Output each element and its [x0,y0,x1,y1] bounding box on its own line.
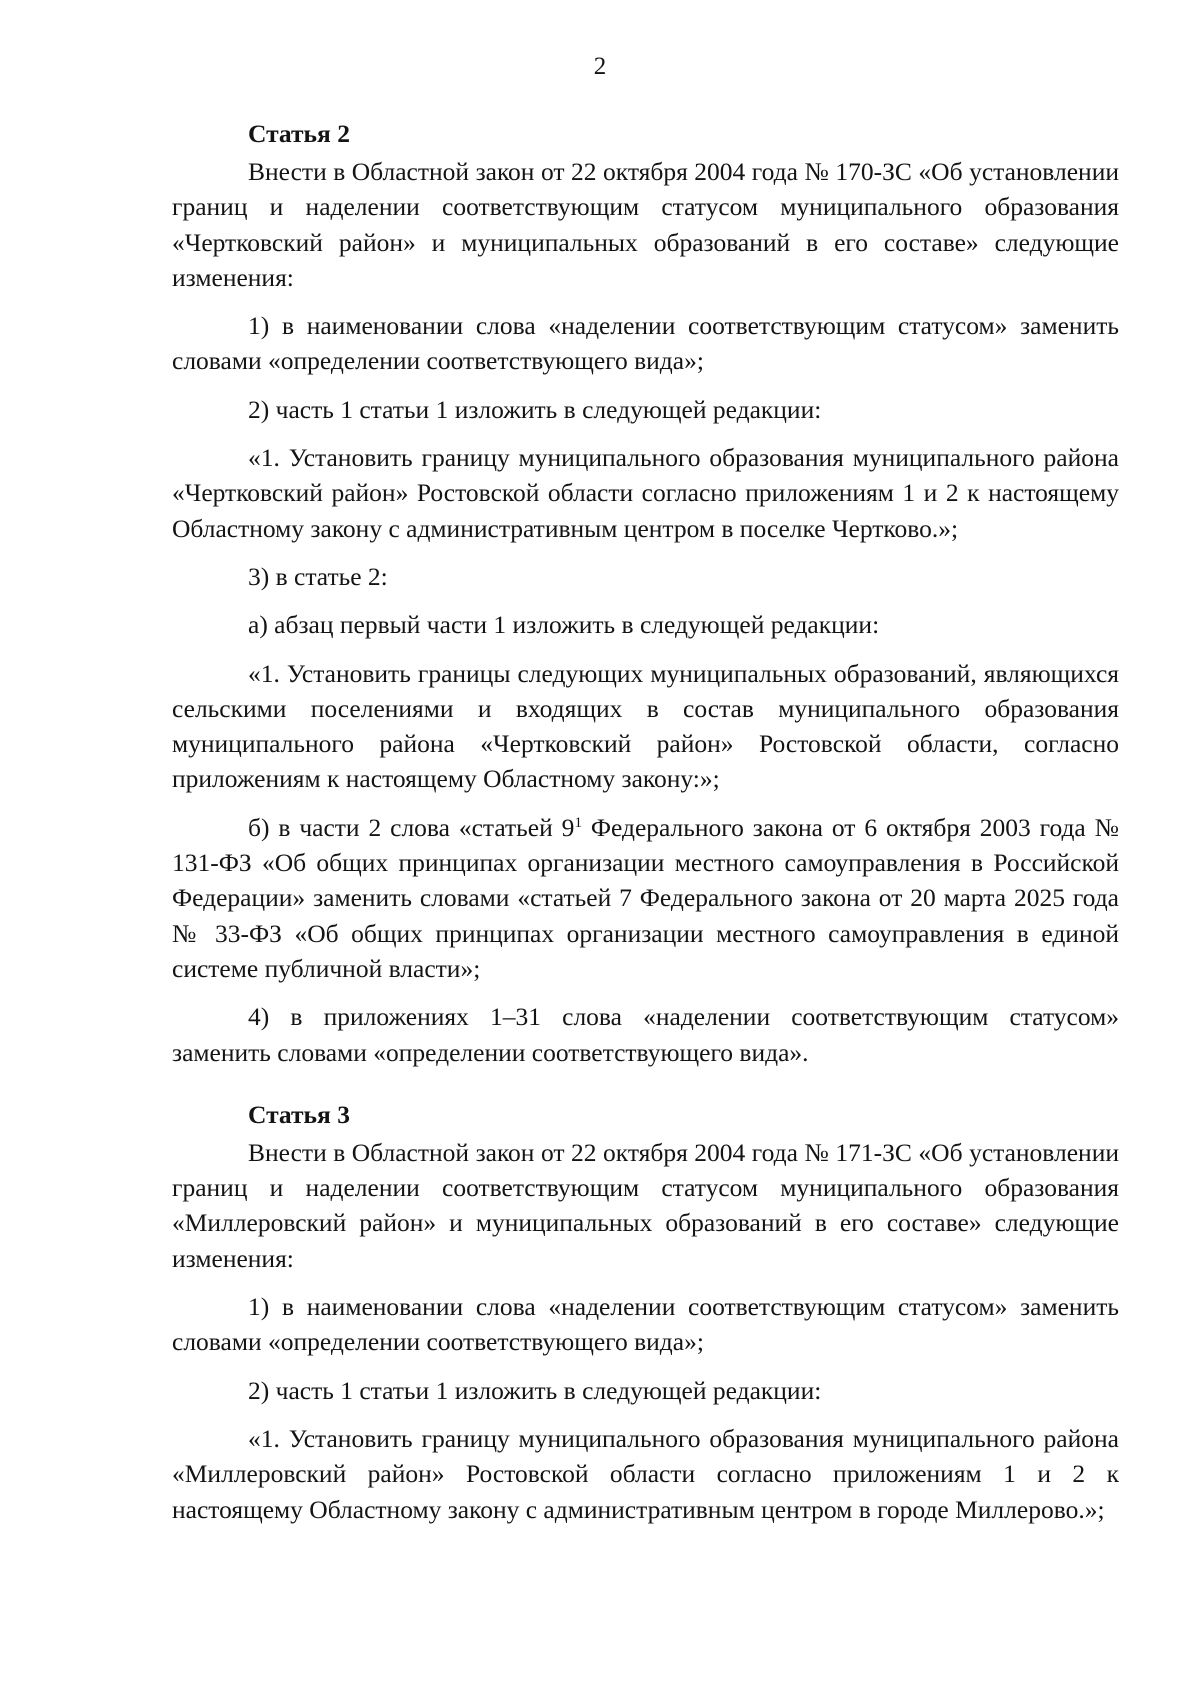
article-3-intro: Внести в Областной закон от 22 октября 2004 года № 171-ЗС «Об установлении границ и наделении соответствующим статусом муниципального образования «Миллеровский район» и муниципальных образований в его составе» следующие изменения: [172,1137,1119,1273]
article-2-item-3: 3) в статье 2: [248,561,388,591]
article-2-item-3a-quote: «1. Установить границы следующих муниципальных образований, являющихся сельскими поселениями и входящих в состав муниципального образования муниципального района «Чертковский район» Ростовской области, согласно приложениям к настоящему Областному закону:»; [172,658,1119,794]
article-3-item-1: 1) в наименовании слова «наделении соответствующим статусом» заменить словами «определении соответствующего вида»; [172,1292,1119,1357]
article-2-heading: Статья 2 [248,119,350,148]
article-3-heading: Статья 3 [248,1099,350,1129]
article-2-item-2: 2) часть 1 статьи 1 изложить в следующей редакции: [248,394,822,424]
article-2-item-3b-start: б) в части 2 слова «статьей 9 [248,812,575,842]
article-2-item-2-quote: «1. Установить границу муниципального образования муниципального района «Чертковский район» Ростовской области согласно приложениям 1 и 2 к настоящему Областному закону с административным центром в поселке Чертково.»; [172,443,1119,543]
page-number: 2 [593,53,607,80]
article-number-superscript: 1 [574,814,582,831]
article-2-intro: Внести в Областной закон от 22 октября 2004 года № 170-ЗС «Об установлении границ и наделении соответствующим статусом муниципального образования «Чертковский район» и муниципальных образований в его составе» следующие изменения: [172,157,1119,292]
article-2-item-3b [172,810,1119,986]
article-2-item-4: 4) в приложениях 1–31 слова «наделении соответствующим статусом» заменить словами «определении соответствующего вида». [172,1002,1119,1067]
article-3 [172,1097,1119,1527]
article-2-item-3a: а) абзац первый части 1 изложить в следующей редакции: [248,610,880,640]
article-3-item-2: 2) часть 1 статьи 1 изложить в следующей редакции: [248,1375,822,1405]
document-body [172,116,1119,1540]
article-2-item-1: 1) в наименовании слова «наделении соответствующим статусом» заменить словами «определении соответствующего вида»; [172,311,1119,376]
article-3-item-2-quote: «1. Установить границу муниципального образования муниципального района «Миллеровский район» Ростовской области согласно приложениям 1 и 2 к настоящему Областному закону с административным центром в городе Миллерово.»; [172,1423,1119,1524]
article-2-item-3b-rest: Федерального закона от 6 октября 2003 года № 131-ФЗ «Об общих принципах организации местного самоуправления в Российской Федерации» заменить словами «статьей 7 Федерального закона от 20 марта 2025 года № 33-ФЗ «Об общих принципах организации местного самоуправления в единой системе публичной власти»; [172,812,1119,983]
article-2 [172,116,1119,1070]
